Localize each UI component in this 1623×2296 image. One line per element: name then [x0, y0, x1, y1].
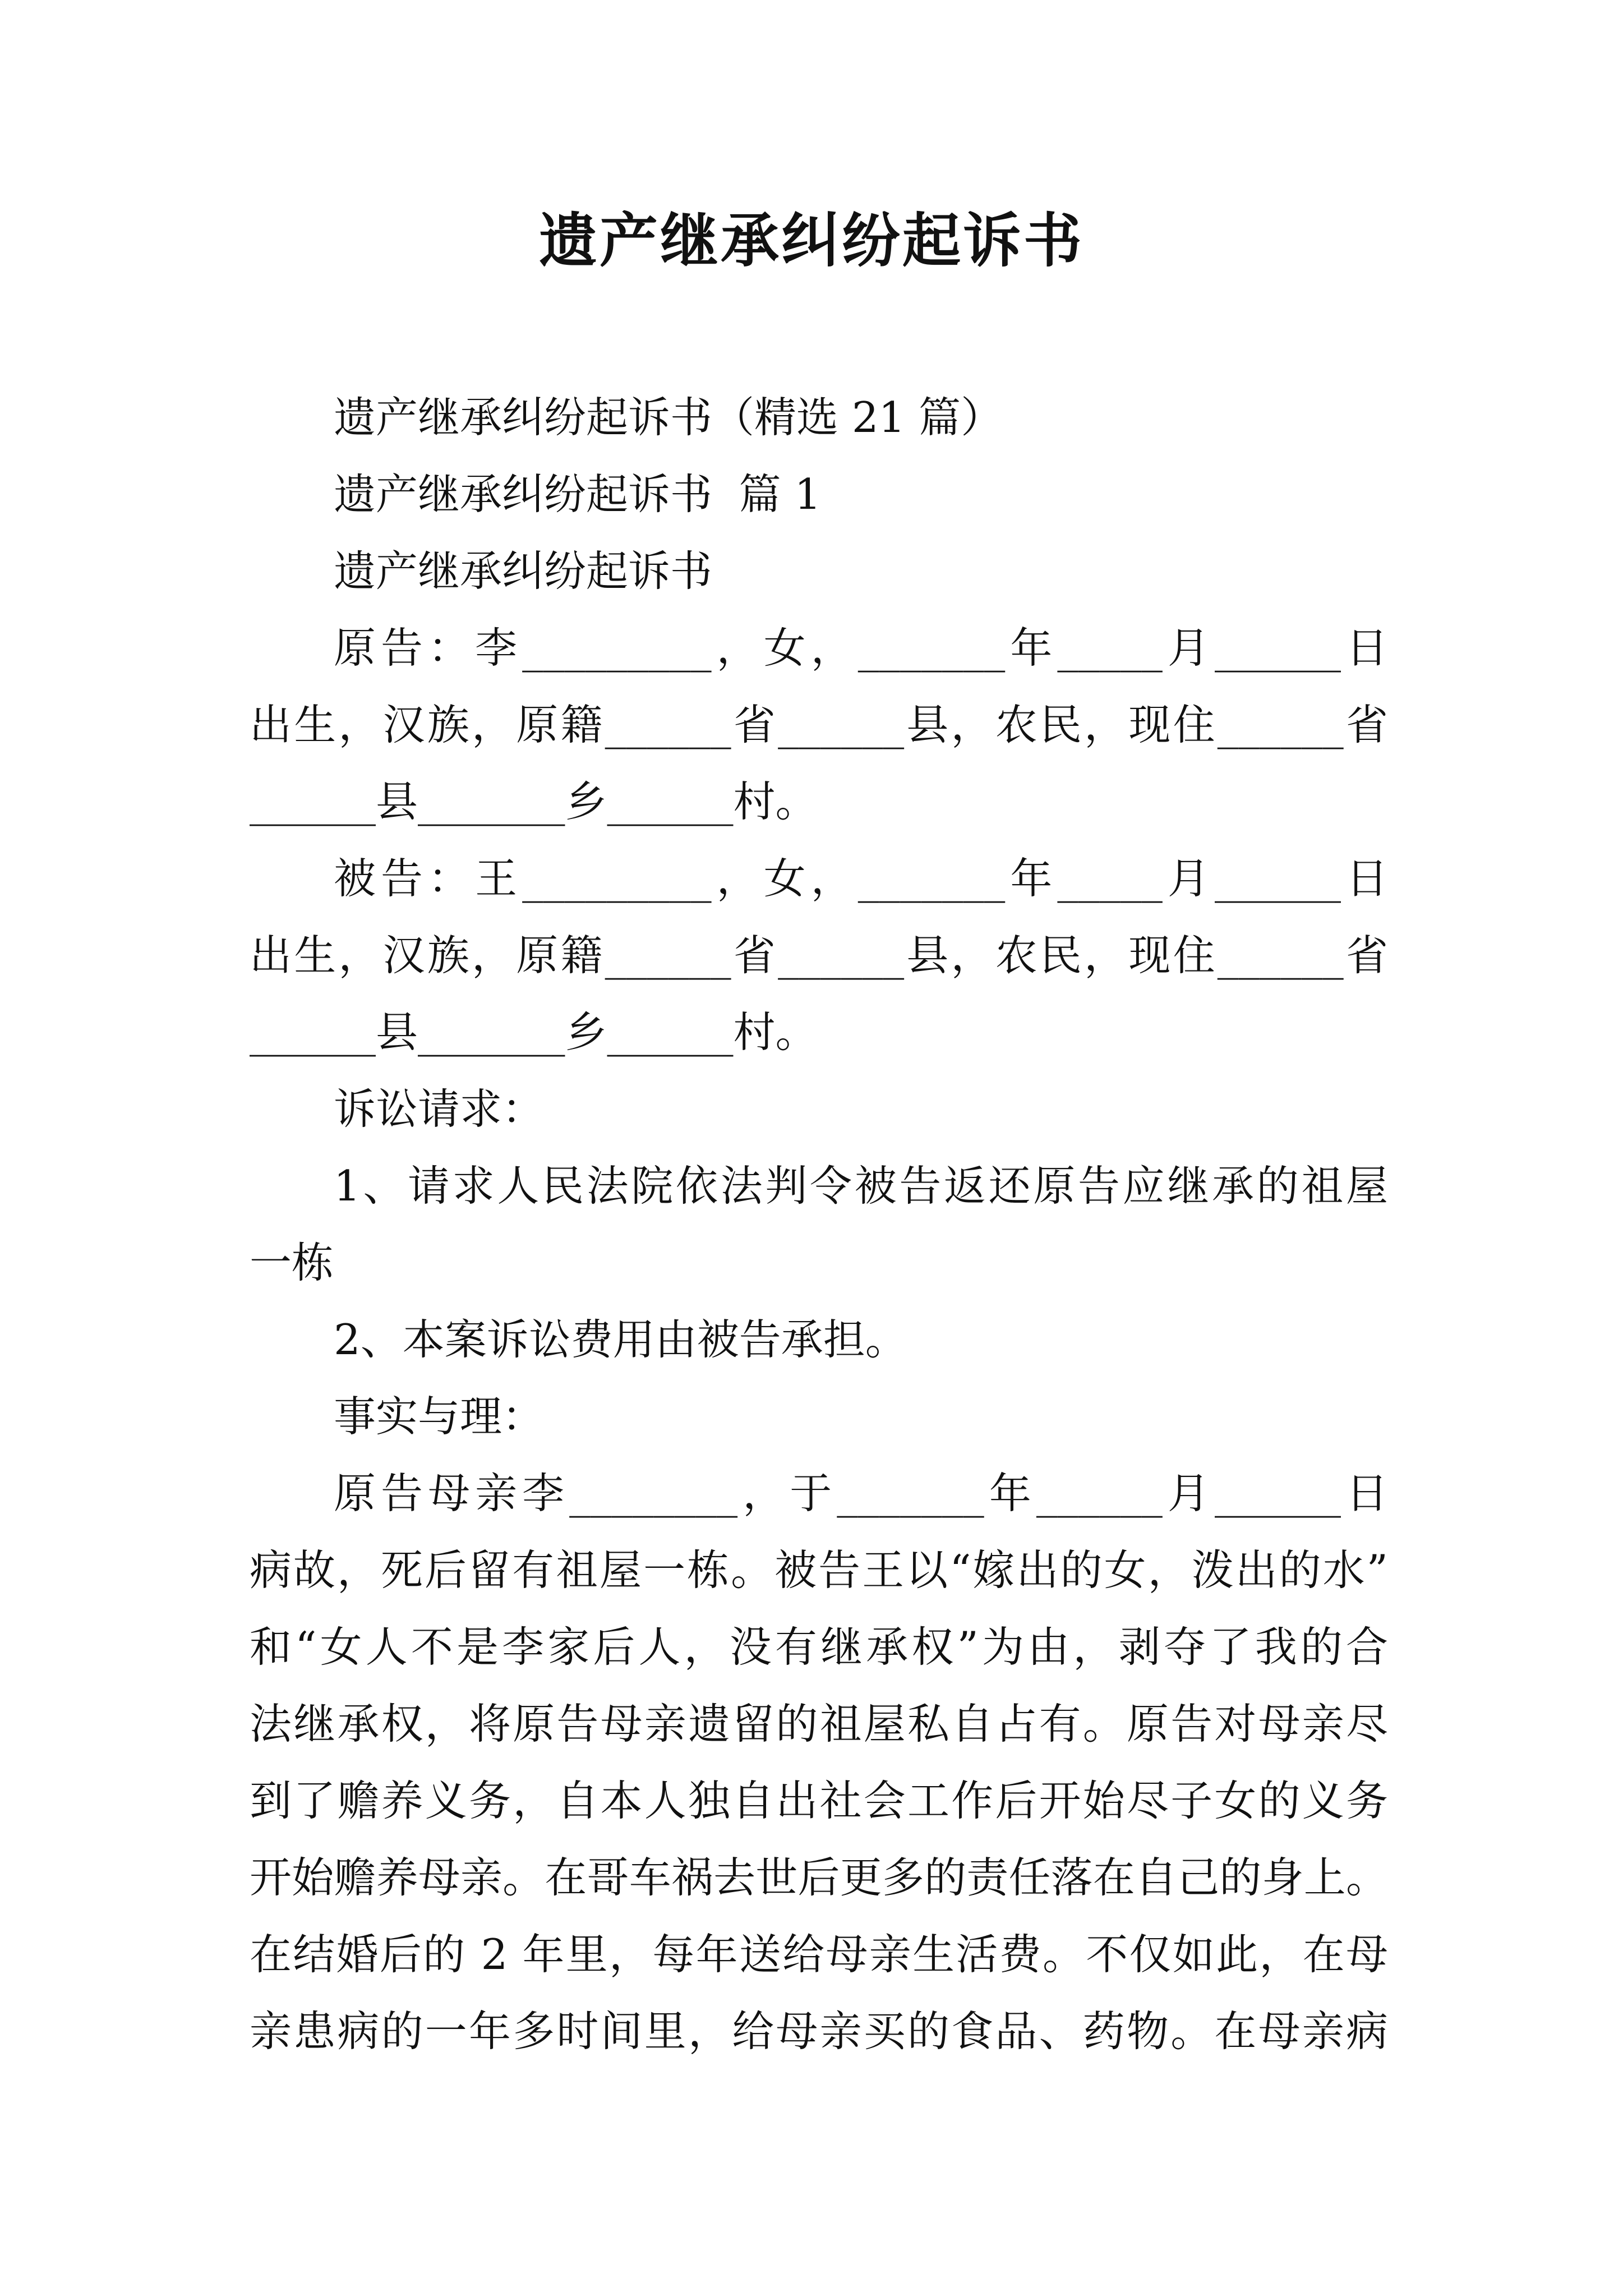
text-line: 原告母亲李________，于_______年______月______日: [334, 1469, 1388, 1518]
paragraph-facts: [250, 1455, 1388, 2070]
text-line: 诉讼请求：: [334, 1084, 545, 1134]
text-line: ______县_______乡______村。: [250, 777, 818, 826]
text-line: 出生，汉族，原籍______省______县，农民，现住______省: [250, 931, 1388, 980]
text-line: 到了赡养义务，自本人独自出社会工作后开始尽子女的义务: [250, 1776, 1388, 1825]
text-line: 遗产继承纠纷起诉书 篇 1: [334, 470, 822, 519]
paragraph-claim-2: [250, 1301, 1388, 1378]
text-line: 2、本案诉讼费用由被告承担。: [334, 1315, 907, 1364]
text-line: 一栋: [250, 1238, 334, 1287]
paragraph-facts-heading: [250, 1378, 1388, 1455]
text-line: 原告：李_________，女，_______年_____月______日: [334, 623, 1388, 673]
text-line: 开始赡养母亲。在哥车祸去世后更多的责任落在自己的身上。: [250, 1853, 1388, 1902]
document-body: [250, 379, 1388, 2070]
text-line: ______县_______乡______村。: [250, 1007, 818, 1057]
paragraph-subtitle: [250, 379, 1388, 456]
text-line: 1、请求人民法院依法判令被告返还原告应继承的祖屋: [334, 1161, 1388, 1211]
text-line: 在结婚后的 2 年里，每年送给母亲生活费。不仅如此，在母: [250, 1930, 1388, 1979]
paragraph-claim-1: [250, 1148, 1388, 1301]
paragraph-claims-heading: [250, 1071, 1388, 1148]
text-line: 遗产继承纠纷起诉书（精选 21 篇）: [334, 393, 1003, 442]
paragraph-doc-heading: [250, 533, 1388, 610]
text-line: 亲患病的一年多时间里，给母亲买的食品、药物。在母亲病: [250, 2007, 1388, 2056]
text-line: 出生，汉族，原籍______省______县，农民，现住______省: [250, 700, 1388, 749]
text-line: 法继承权，将原告母亲遗留的祖屋私自占有。原告对母亲尽: [250, 1699, 1388, 1749]
document-title: 遗产继承纠纷起诉书: [538, 206, 1084, 275]
paragraph-defendant: [250, 840, 1388, 1071]
text-line: 病故，死后留有祖屋一栋。被告王以“嫁出的女，泼出的水”: [250, 1545, 1388, 1595]
text-line: 和“女人不是李家后人，没有继承权”为由，剥夺了我的合: [250, 1622, 1388, 1672]
text-line: 被告：王_________，女，_______年_____月______日: [334, 854, 1388, 903]
paragraph-section-heading: [250, 456, 1388, 533]
text-line: 事实与理：: [334, 1392, 545, 1441]
text-line: 遗产继承纠纷起诉书: [334, 546, 713, 596]
paragraph-plaintiff: [250, 610, 1388, 840]
